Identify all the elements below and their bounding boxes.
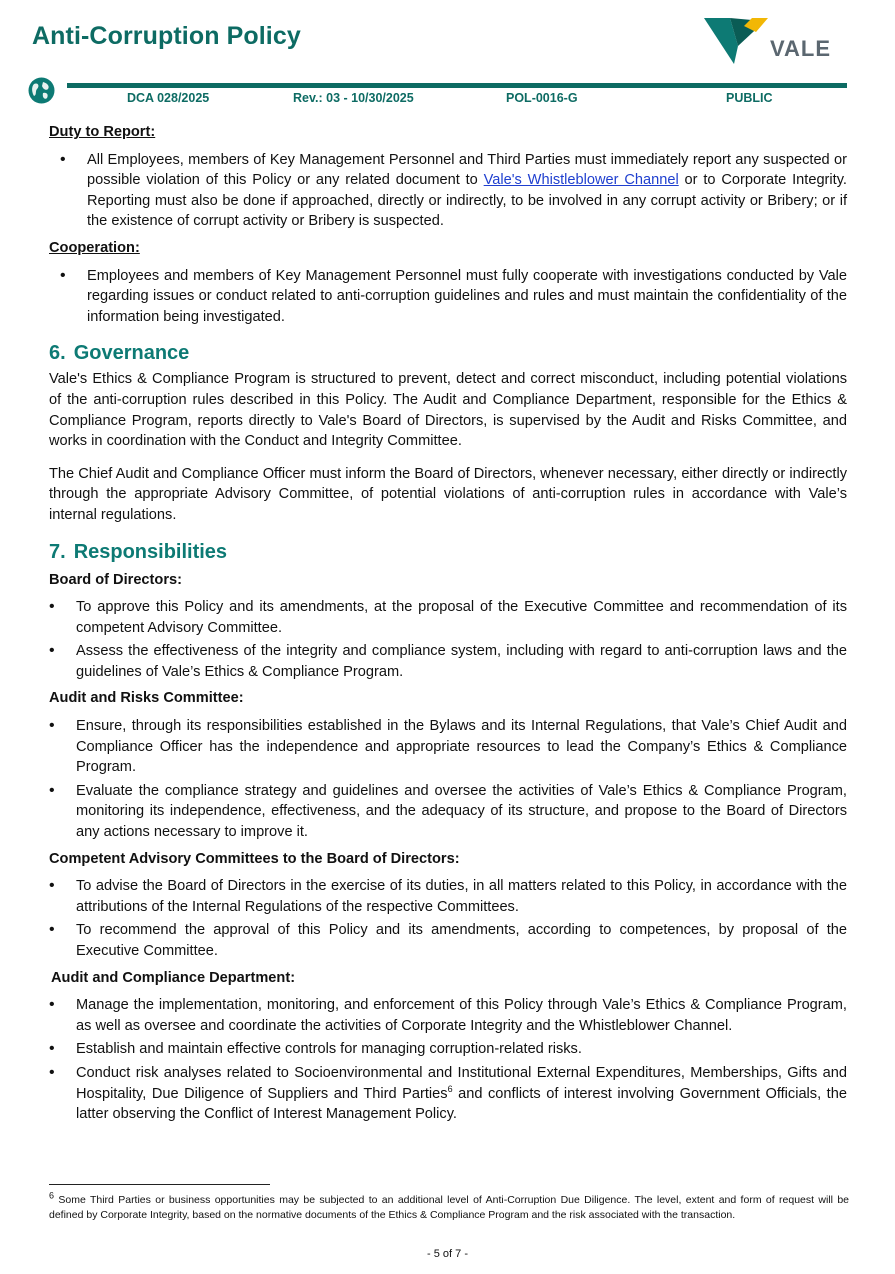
revision-info: Rev.: 03 - 10/30/2025 <box>293 91 414 105</box>
footnote-marker: 6 <box>49 1190 55 1201</box>
duty-list <box>49 150 847 232</box>
header-rule <box>67 83 847 88</box>
list-item: • Establish and maintain effective controls for managing corruption-related risks. <box>49 1039 847 1060</box>
board-of-directors-label: Board of Directors: <box>49 571 182 588</box>
footnote-rule <box>49 1184 270 1185</box>
list-item <box>49 1063 847 1125</box>
item-text-1: Conduct risk analyses related to Socioenvironmental and Institutional External Expenditures, Memberships, Gifts and Hospitality, Due Diligence of Suppliers and Third Parties <box>76 1064 847 1102</box>
list-item: • Employees and members of Key Management Personnel must fully cooperate with investigations conducted by Vale regarding issues or conduct related to anti-corruption guidelines and rules and must maintain the confidentiality of the information being investigated. <box>49 266 847 328</box>
whistleblower-channel-link[interactable]: Vale's Whistleblower Channel <box>483 172 679 189</box>
section-number: 7. <box>49 540 66 563</box>
list-item: • Ensure, through its responsibilities established in the Bylaws and its Internal Regulations, that Vale’s Chief Audit and Compliance Officer has the independence and appropriate resources to lead the Company’s Ethics & Compliance Program. <box>49 716 847 778</box>
footnote-text: Some Third Parties or business opportunities may be subjected to an additional level of Anti-Corruption Due Diligence. The level, extent and form of request will be defined by Corporate Integrity, based on the normative documents of the Ethics & Compliance Program and the risk associated with the transaction. <box>49 1194 849 1221</box>
list-item: • To approve this Policy and its amendments, at the proposal of the Executive Committee and recommendation of its competent Advisory Committee. <box>49 597 847 638</box>
section-heading-responsibilities <box>49 540 847 564</box>
list-item: • Manage the implementation, monitoring, and enforcement of this Policy through Vale’s Ethics & Compliance Program, as well as oversee and coordinate the activities of Corporate Integrity and the Whistleblower Channel. <box>49 995 847 1036</box>
audit-compliance-list <box>49 995 847 1125</box>
vale-logo <box>704 16 834 68</box>
cooperation-label: Cooperation: <box>49 239 140 256</box>
duty-to-report-label: Duty to Report: <box>49 124 156 140</box>
vale-logo-text: VALE <box>770 36 832 61</box>
section-heading-governance <box>49 341 847 365</box>
governance-paragraph-2: The Chief Audit and Compliance Officer must inform the Board of Directors, whenever necessary, either directly or indirectly through the appropriate Advisory Committee, of potential violations of anti-corruption rules in accordance with Vale’s internal regulations. <box>49 465 847 523</box>
policy-code: POL-0016-G <box>506 91 578 105</box>
list-item: • To recommend the approval of this Policy and its amendments, according to competences, by proposal of the Executive Committee. <box>49 920 847 961</box>
cooperation-list <box>49 266 847 328</box>
section-number: 6. <box>49 342 66 365</box>
list-item <box>49 150 847 232</box>
list-item: • Assess the effectiveness of the integrity and compliance system, including with regard to anti-corruption laws and the guidelines of Vale’s Ethics & Compliance Program. <box>49 641 847 682</box>
advisory-list <box>49 876 847 961</box>
duty-text-2: or to Corporate Integrity. Reporting must also be done if approached, directly or indirectly, to be involved in any corrupt activity or Bribery; or if the existence of corrupt activity or Bribery is suspected. <box>87 172 847 230</box>
section-title: Governance <box>73 342 190 365</box>
audit-risks-committee-label: Audit and Risks Committee: <box>49 690 244 707</box>
footnote-reference: 6 <box>447 1083 453 1094</box>
globe-icon <box>28 77 55 104</box>
audit-compliance-department-label: Audit and Compliance Department: <box>51 969 296 986</box>
item-text-2: and conflicts of interest involving Government Officials, the latter observing the Conflict of Interest Management Policy. <box>76 1085 847 1123</box>
classification-label: PUBLIC <box>726 91 773 105</box>
list-item: • To advise the Board of Directors in the exercise of its duties, in all matters related to this Policy, in accordance with the attributions of the Internal Regulations of the respective Committees. <box>49 876 847 917</box>
section-title: Responsibilities <box>73 540 228 563</box>
duty-text-1: All Employees, members of Key Management Personnel and Third Parties must immediately report any suspected or possible violation of this Policy or any related document to <box>87 151 847 189</box>
advisory-committees-label: Competent Advisory Committees to the Board of Directors: <box>49 850 460 867</box>
doc-number: DCA 028/2025 <box>127 91 210 105</box>
vale-logo-icon <box>704 16 770 68</box>
governance-paragraph-1: Vale's Ethics & Compliance Program is structured to prevent, detect and correct misconduct, including potential violations of the anti-corruption rules described in this Policy. The Audit and Compliance Department, responsible for the Ethics & Compliance Program, reports directly to Vale's Board of Directors, is supervised by the Audit and Risks Committee, and works in coordination with the Conduct and Integrity Committee. <box>49 371 847 450</box>
document-title: Anti-Corruption Policy <box>32 22 301 50</box>
list-item: • Evaluate the compliance strategy and guidelines and oversee the activities of Vale’s Ethics & Compliance Program, monitoring its independence, effectiveness, and the adequacy of its structure, and propose to the Board of Directors any actions necessary to improve it. <box>49 781 847 843</box>
footnote <box>49 1190 849 1223</box>
page-content <box>49 120 847 1131</box>
page-number: - 5 of 7 - <box>427 1248 468 1260</box>
audit-risks-list <box>49 716 847 843</box>
board-list <box>49 597 847 682</box>
